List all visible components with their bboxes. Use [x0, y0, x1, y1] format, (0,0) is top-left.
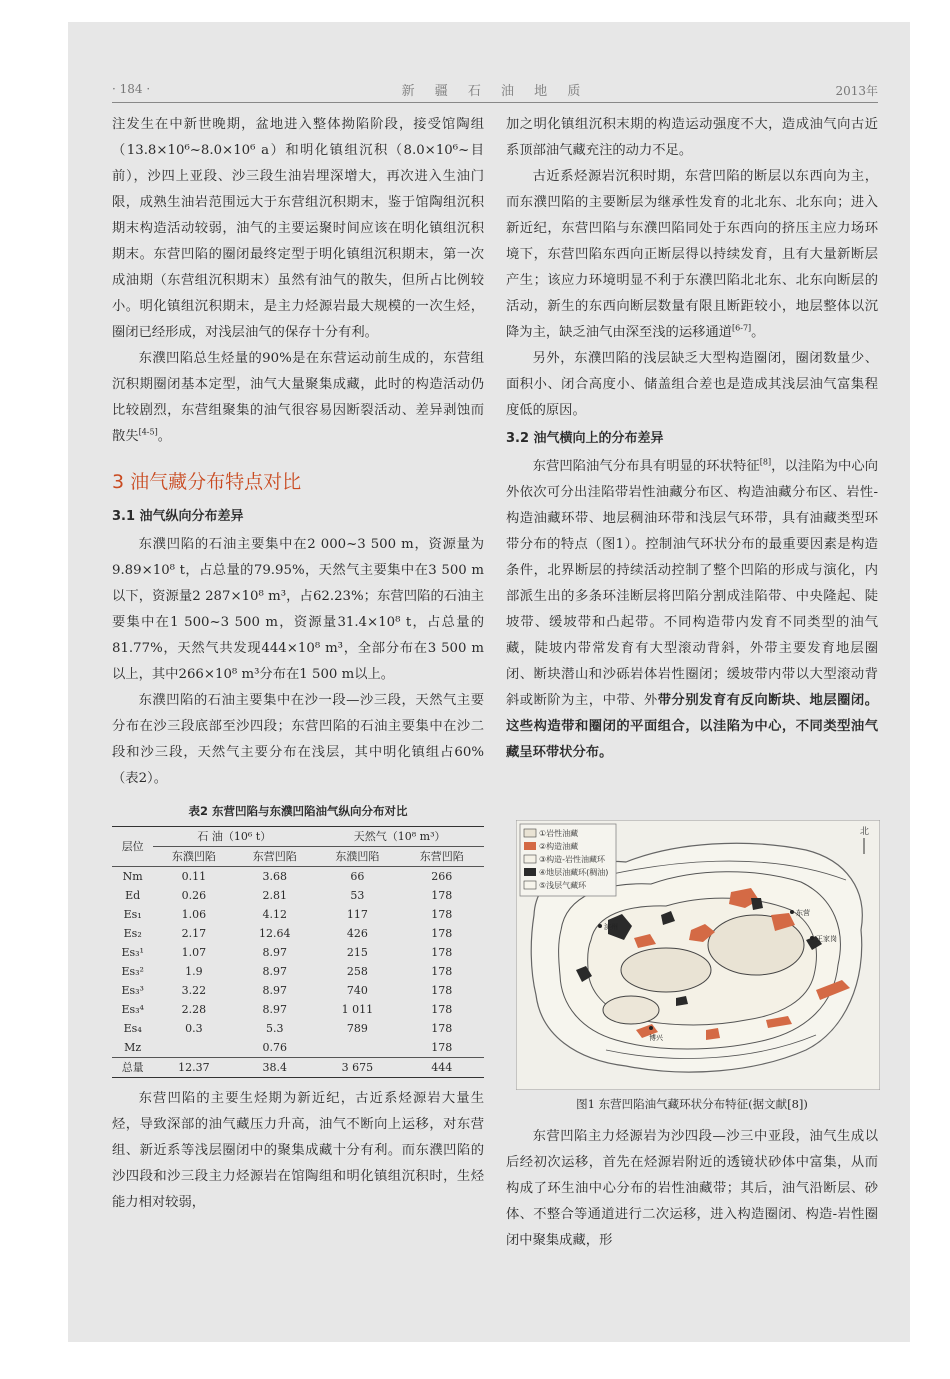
cell: 178 — [431, 908, 453, 921]
cell: 178 — [431, 984, 453, 997]
section-heading: 3 油气藏分布特点对比 — [112, 471, 302, 493]
cell: Es₂ — [123, 927, 142, 940]
legend-label: ①岩性油藏 — [539, 829, 579, 838]
cell: Mz — [124, 1041, 142, 1054]
place-label: 东营 — [796, 909, 810, 917]
running-header — [112, 78, 878, 102]
table-row — [112, 886, 484, 905]
cell: 8.97 — [262, 1003, 287, 1016]
legend-label: ⑤浅层气藏环 — [539, 881, 587, 890]
cell: 178 — [431, 1003, 453, 1016]
town-marker — [790, 910, 794, 914]
paragraph — [506, 164, 878, 346]
paragraph: 东营凹陷主力烃源岩为沙四段—沙三中亚段，油气生成以后经初次运移，首先在烃源岩附近的透镜状砂体中富集，从而构成了环生油中心分布的岩性油藏带；其后，油气沿断层、砂体、不整合等通道进行二次运移，进入构造圈闭、构造-岩性圈闭中聚集成藏，形 — [506, 1129, 878, 1248]
reservoir-patch — [751, 898, 763, 910]
cell: 1.06 — [181, 908, 207, 921]
cell: 178 — [431, 1041, 453, 1054]
legend-label: ③构造-岩性油藏环 — [539, 855, 606, 864]
journal-year: 2013年 — [835, 84, 878, 98]
table-header-oil: 石 油（10⁶ t） — [153, 827, 315, 847]
paragraph-text: 古近系烃源岩沉积时期，东营凹陷的断层以东西向为主，而东濮凹陷的主要断层为继承性发育的北北东、北东向；进入新近纪，东营凹陷与东濮凹陷同处于东西向的挤压主应力场环境下，东营凹陷东西向正断层得以持续发育，且有大量新断层产生；该应力环境明显不利于东濮凹陷北北东、北东向断层的活动，新生的东西向断层数量有限且断距较小，地层整体以沉降为主，缺乏油气由深至浅的运移通道 — [506, 169, 878, 340]
cell: 8.97 — [262, 984, 287, 997]
table-row — [112, 1038, 484, 1058]
cell: Es₃⁴ — [121, 1003, 144, 1016]
paragraph: 东营凹陷的主要生烃期为新近纪，古近系烃源岩大量生烃，导致深部的油气藏压力升高，油气不断向上运移，对东营组、新近系等浅层圈闭中的聚集成藏十分有利。而东濮凹陷的沙四段和沙三段主力烃源岩在馆陶组和明化镇组沉积时，生烃能力相对较弱， — [112, 1091, 484, 1210]
cell: 178 — [431, 965, 453, 978]
cell: 0.3 — [185, 1022, 203, 1035]
cell: 1.07 — [181, 946, 207, 959]
cell: 66 — [350, 870, 365, 883]
cell: 3.68 — [262, 870, 287, 883]
cell — [315, 1038, 399, 1058]
cell: 38.4 — [262, 1061, 287, 1074]
table-header-dongpu: 东濮凹陷 — [171, 850, 216, 863]
paragraph: 东濮凹陷的石油主要集中在2 000~3 500 m，资源量为9.89×10⁸ t，占总量的79.95%，天然气主要集中在3 500 m以下，资源量2 287×10⁸ m³，占62.23%；东营凹陷的石油主要集中在1 500~3 500 m，资源量31.4×10⁸ t，占总量的81.77%，天然气共发现444×10⁸ m³，全部分布在3 500 m以上，其中266×10⁸ m³分布在1 500 m以上。 — [112, 537, 484, 682]
cell: Nm — [122, 870, 143, 883]
cell: 12.37 — [178, 1061, 210, 1074]
legend-label: ②构造油藏 — [539, 842, 579, 851]
paragraph: 加之明化镇组沉积末期的构造运动强度不大，造成油气向古近系顶部油气藏充注的动力不足。 — [506, 117, 878, 158]
place-label: 王家岗 — [816, 935, 837, 943]
table-row — [112, 1019, 484, 1038]
cell: 0.11 — [181, 870, 207, 883]
paragraph: 东濮凹陷的石油主要集中在沙一段—沙三段，天然气主要分布在沙三段底部至沙四段；东营凹陷的石油主要集中在沙二段和沙三段，天然气主要分布在浅层，其中明化镇组占60%（表2）。 — [112, 693, 484, 786]
cell: 12.64 — [259, 927, 291, 940]
paragraph-end: 。 — [751, 325, 765, 340]
page-number: · 184 · — [112, 82, 151, 96]
cell: 178 — [431, 946, 453, 959]
table-row — [112, 905, 484, 924]
legend-label: ④地层油藏环(稠油) — [539, 868, 609, 877]
cell: Es₄ — [123, 1022, 142, 1035]
town-marker — [649, 1026, 653, 1030]
cell: 2.17 — [181, 927, 207, 940]
paragraph-text: 东濮凹陷总生烃量的90%是在东营运动前生成的，东营组沉积期圈闭基本定型，油气大量聚集成藏，此时的构造活动仍比较剧烈，东营组聚集的油气很容易因断裂活动、差异剥蚀而散失 — [112, 351, 484, 444]
legend-swatch — [524, 842, 536, 850]
cell: 178 — [431, 927, 453, 940]
paragraph-text: ，以洼陷为中心向外依次可分出洼陷带岩性油藏分布区、构造油藏分布区、岩性-构造油藏环带、地层稠油环带和浅层气环带，具有油藏类型环带分布的特点（图1）。控制油气环状分布的最重要因素是构造条件，北界断层的持续活动控制了整个凹陷的形成与演化，内部派生出的多条环洼断层将凹陷分割成洼陷带、中央隆起、陡坡带、缓坡带和凸起带。不同构造带内发育不同类型的油气藏，陡坡内带常发育有大型滚动背斜，外带主要发育地层圈闭、断块潜山和沙砾岩体岩性圈闭；缓坡带内带以大型滚动背斜或断阶为主，中带、外 — [506, 459, 879, 708]
paragraph-bold-text: 带分别发育有反向断块、地层圈闭。这些构造带和圈闭的平面组合，以洼陷为中心，不同类型油气藏呈环带状分布。 — [506, 693, 879, 760]
subsection-heading: 3.2 油气横向上的分布差异 — [506, 431, 664, 446]
header-rule — [112, 102, 878, 103]
legend-swatch — [524, 855, 536, 863]
legend-swatch — [524, 829, 536, 837]
legend-swatch — [524, 881, 536, 889]
cell: 8.97 — [262, 965, 287, 978]
cell: 8.97 — [262, 946, 287, 959]
cell: 3 675 — [341, 1061, 374, 1074]
paragraph — [506, 454, 878, 766]
cell: 5.3 — [266, 1022, 284, 1035]
cell: Es₃¹ — [121, 946, 144, 959]
right-column-continued — [506, 1124, 878, 1254]
cell: 1 011 — [341, 1003, 374, 1016]
table-row — [112, 943, 484, 962]
cell: 4.12 — [262, 908, 287, 921]
cell: 178 — [431, 1022, 453, 1035]
cell: 426 — [346, 927, 368, 940]
figure-caption: 图1 东营凹陷油气藏环状分布特征(据文献[8]) — [576, 1097, 808, 1111]
cell: 117 — [346, 908, 368, 921]
cell: Es₃² — [121, 965, 144, 978]
table-header-layer: 层位 — [112, 827, 153, 867]
table-row — [112, 1000, 484, 1019]
cell: Ed — [125, 889, 141, 902]
table-row — [112, 981, 484, 1000]
reservoir-patch — [706, 1028, 720, 1040]
table-row — [112, 924, 484, 943]
cell: 178 — [431, 889, 453, 902]
subsection-heading: 3.1 油气纵向分布差异 — [112, 509, 244, 524]
cell: 2.28 — [181, 1003, 207, 1016]
town-marker — [810, 936, 814, 940]
cell: 3.22 — [181, 984, 207, 997]
place-label: 滨州 — [604, 923, 618, 931]
town-marker — [598, 924, 602, 928]
figure-map — [516, 820, 880, 1090]
table-header-dongpu: 东濮凹陷 — [335, 850, 380, 863]
citation: [8] — [759, 457, 772, 467]
paragraph: 注发生在中新世晚期，盆地进入整体拗陷阶段，接受馆陶组（13.8×10⁶~8.0×10⁶ a）和明化镇组沉积（8.0×10⁶~目前），沙四上亚段、沙三段生油岩埋深增大，再次进入生油门限，成熟生油岩范围远大于东营组沉积期末，鉴于馆陶组沉积期末构造活动较弱，油气的主要运聚时间应该在明化镇组沉积期末。东营凹陷的圈闭最终定型于明化镇组沉积期末，第一次成油期（东营组沉积期末）虽然有油气的散失，但所占比例较小。明化镇组沉积期末，是主力烃源岩最大规模的一次生烃，圈闭已经形成，对浅层油气的保存十分有利。 — [112, 117, 484, 340]
table-header-dongying: 东营凹陷 — [419, 850, 464, 863]
table-header-gas: 天然气（10⁸ m³） — [315, 827, 484, 847]
journal-name: 新 疆 石 油 地 质 — [401, 84, 589, 99]
cell — [153, 1038, 234, 1058]
north-label: 北 — [860, 827, 870, 837]
cell: 0.76 — [262, 1041, 287, 1054]
right-column — [506, 112, 878, 766]
table-row — [112, 867, 484, 887]
cell: 266 — [431, 870, 453, 883]
cell: 1.9 — [185, 965, 203, 978]
paragraph: 另外，东濮凹陷的浅层缺乏大型构造圈闭，圈闭数量少、面积小、闭合高度小、储盖组合差也是造成其浅层油气富集程度低的原因。 — [506, 351, 878, 418]
lithologic-zone — [621, 948, 711, 992]
table-total-row — [112, 1058, 484, 1078]
place-label: 博兴 — [649, 1034, 663, 1042]
data-table — [112, 826, 484, 1078]
cell: 总量 — [121, 1061, 144, 1074]
paragraph — [112, 346, 484, 450]
legend-swatch — [524, 868, 536, 876]
table-caption: 表2 东营凹陷与东濮凹陷油气纵向分布对比 — [188, 804, 408, 818]
table-header-dongying: 东营凹陷 — [252, 850, 297, 863]
cell: 258 — [346, 965, 368, 978]
ring-distribution-map — [516, 820, 880, 1090]
cell: 789 — [346, 1022, 368, 1035]
cell: 0.26 — [181, 889, 207, 902]
cell: Es₁ — [123, 908, 142, 921]
paragraph-end: 。 — [157, 429, 172, 444]
cell: Es₃³ — [121, 984, 144, 997]
table-row — [112, 962, 484, 981]
cell: 2.81 — [262, 889, 287, 902]
left-column — [112, 112, 484, 1216]
cell: 53 — [350, 889, 365, 902]
citation: [4-5] — [138, 427, 158, 437]
paragraph-text: 东营凹陷油气分布具有明显的环状特征 — [532, 459, 760, 474]
cell: 444 — [431, 1061, 453, 1074]
lithologic-zone — [603, 996, 659, 1024]
cell: 215 — [346, 946, 368, 959]
citation: [6-7] — [732, 323, 752, 333]
cell: 740 — [346, 984, 368, 997]
